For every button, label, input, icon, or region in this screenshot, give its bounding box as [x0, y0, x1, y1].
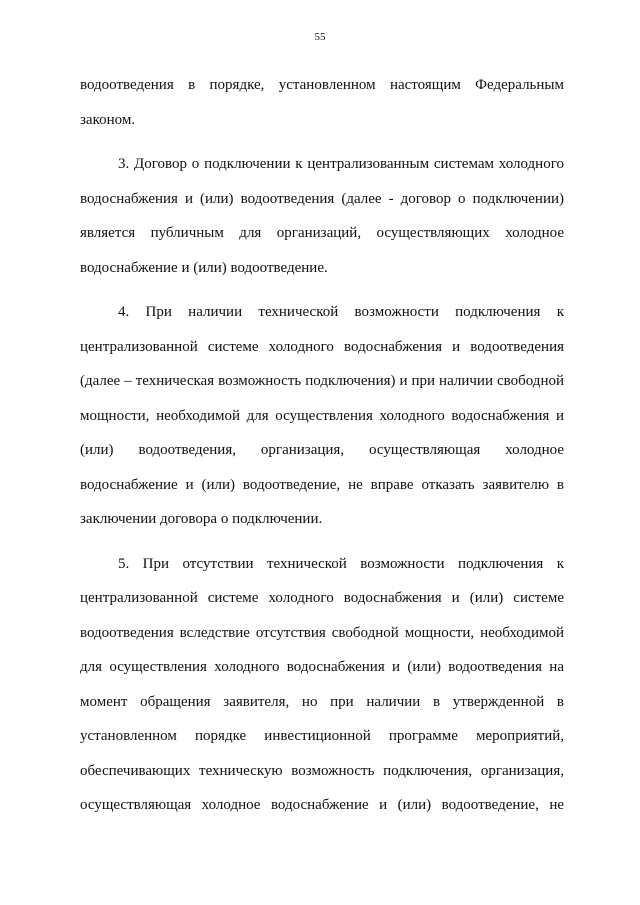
- text-line: для осуществления холодного водоснабжения и (или) водоотведения на: [80, 659, 564, 675]
- page-number: 55: [314, 31, 326, 43]
- text-line: момент обращения заявителя, но при наличии в утвержденной в: [80, 693, 564, 710]
- text-line: является публичным для организаций, осуществляющих холодное: [80, 225, 564, 241]
- text-line: 4. При наличии технической возможности подключения к: [118, 304, 564, 320]
- text-line: водоснабжение и (или) водоотведение, не вправе отказать заявителю в: [80, 476, 564, 493]
- text-line: (далее – техническая возможность подключения) и при наличии свободной: [80, 373, 564, 389]
- text-line: заключении договора о подключении.: [80, 511, 323, 527]
- text-line: 5. При отсутствии технической возможности подключения к: [118, 555, 564, 572]
- paragraph-3: [80, 295, 564, 537]
- text-line: законом.: [80, 111, 136, 128]
- text-line: водоотведения вследствие отсутствия свободной мощности, необходимой: [80, 624, 564, 641]
- text-line: водоснабжения и (или) водоотведения (далее - договор о подключении): [80, 190, 564, 207]
- paragraph-2: [80, 147, 564, 285]
- text-line: централизованной системе холодного водоснабжения и (или) системе: [80, 590, 564, 606]
- text-line: (или) водоотведения, организация, осуществляющая холодное: [80, 442, 564, 458]
- text-line: обеспечивающих техническую возможность подключения, организация,: [80, 762, 564, 779]
- text-line: водоотведения в порядке, установленном настоящим Федеральным: [80, 77, 564, 93]
- text-line: осуществляющая холодное водоснабжение и (или) водоотведение, не: [80, 797, 564, 813]
- text-line: водоснабжение и (или) водоотведение.: [80, 259, 328, 276]
- text-line: 3. Договор о подключении к централизованным системам холодного: [118, 156, 564, 172]
- paragraph-1: [80, 68, 564, 137]
- text-line: централизованной системе холодного водоснабжения и водоотведения: [80, 338, 564, 355]
- text-line: мощности, необходимой для осуществления холодного водоснабжения и: [80, 407, 564, 424]
- paragraph-4: [80, 547, 564, 823]
- text-line: установленном порядке инвестиционной программе мероприятий,: [80, 728, 564, 744]
- document-body: [80, 68, 564, 823]
